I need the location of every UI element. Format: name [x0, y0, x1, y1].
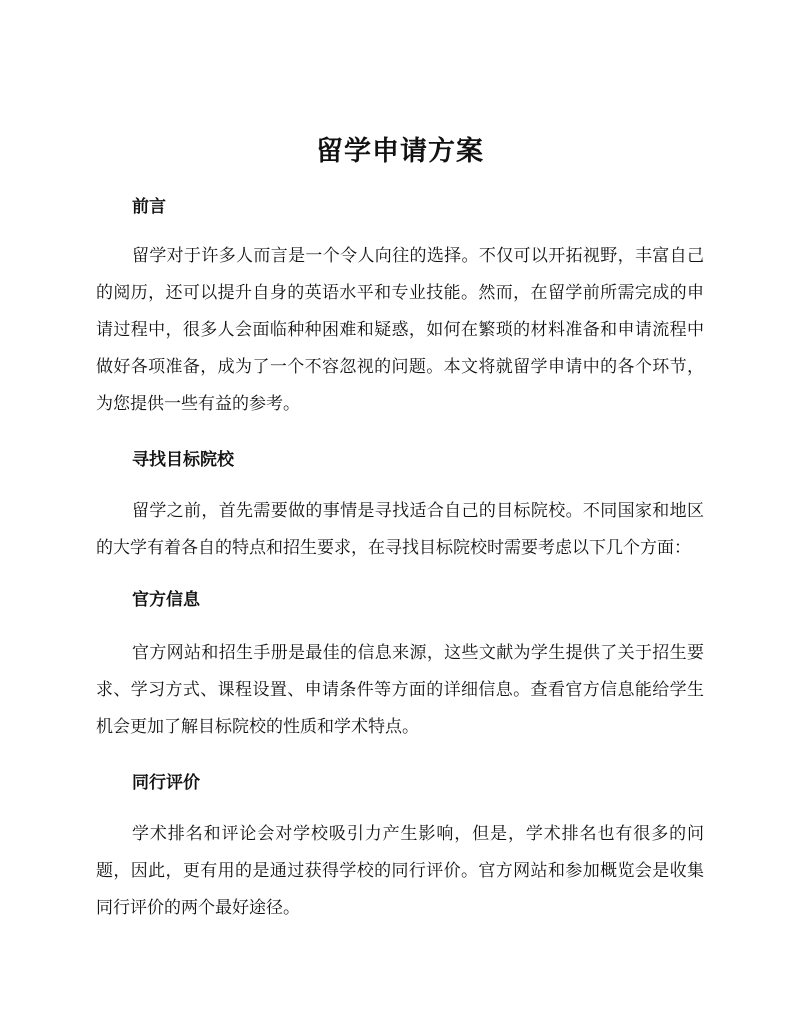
document-title: 留学申请方案 — [316, 136, 484, 167]
paragraph-official-information: 官方网站和招生手册是最佳的信息来源，这些文献为学生提供了关于招生要求、学习方式、课程设置、申请条件等方面的详细信息。查看官方信息能给学生机会更加了解目标院校的性质和学术特点。 — [96, 643, 704, 737]
paragraph-peer-evaluation: 学术排名和评论会对学校吸引力产生影响，但是，学术排名也有很多的问题，因此，更有用的是通过获得学校的同行评价。官方网站和参加概览会是收集同行评价的两个最好途径。 — [96, 824, 704, 918]
section-heading-preface: 前言 — [132, 197, 166, 217]
section-heading-find-target-schools: 寻找目标院校 — [132, 450, 234, 470]
paragraph-find-target-schools: 留学之前，首先需要做的事情是寻找适合自己的目标院校。不同国家和地区的大学有着各自的特点和招生要求，在寻找目标院校时需要考虑以下几个方面： — [96, 501, 704, 558]
section-heading-peer-evaluation: 同行评价 — [132, 773, 200, 793]
paragraph-preface: 留学对于许多人而言是一个令人向往的选择。不仅可以开拓视野，丰富自己的阅历，还可以提升自身的英语水平和专业技能。然而，在留学前所需完成的申请过程中，很多人会面临种种困难和疑惑，如何在繁琐的材料准备和申请流程中做好各项准备，成为了一个不容忽视的问题。本文将就留学申请中的各个环节，为您提供一些有益的参考。 — [96, 246, 704, 414]
section-heading-official-information: 官方信息 — [132, 590, 200, 610]
